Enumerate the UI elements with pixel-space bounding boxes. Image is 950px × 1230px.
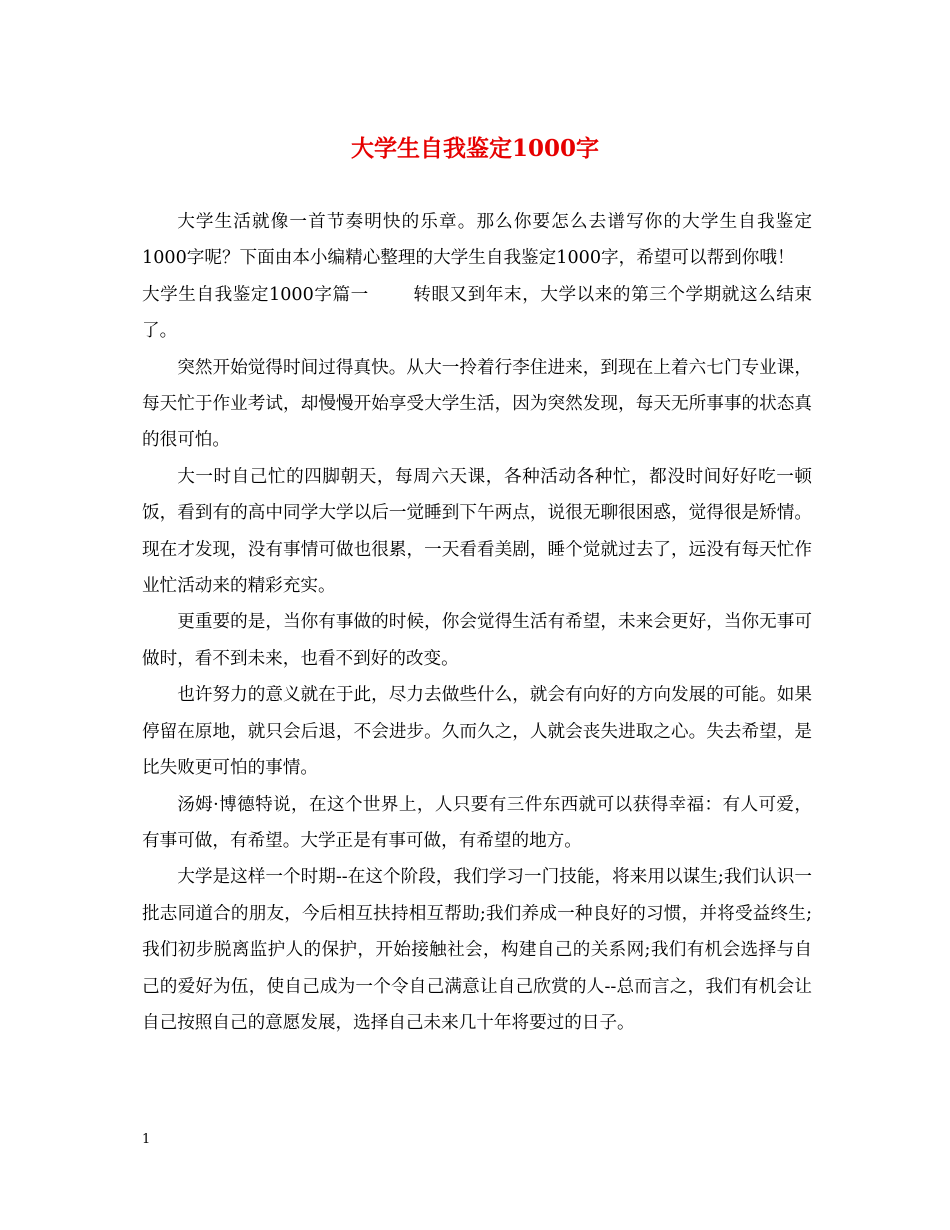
document-title: 大学生自我鉴定1000字 bbox=[350, 135, 599, 162]
section-paragraph bbox=[142, 277, 812, 350]
body-paragraph: 也许努力的意义就在于此，尽力去做些什么，就会有向好的方向发展的可能。如果停留在原地，就只会后退，不会进步。久而久之，人就会丧失进取之心。失去希望，是比失败更可怕的事情。 bbox=[142, 685, 812, 779]
page-number: 1 bbox=[142, 1132, 151, 1147]
body-paragraph: 更重要的是，当你有事做的时候，你会觉得生活有希望，未来会更好，当你无事可做时，看不到未来，也看不到好的改变。 bbox=[142, 612, 812, 669]
intro-paragraph: 大学生活就像一首节奏明快的乐章。那么你要怎么去谱写你的大学生自我鉴定1000字呢？下面由本小编精心整理的大学生自我鉴定1000字，希望可以帮到你哦！ bbox=[142, 212, 812, 269]
body-paragraph: 汤姆·博德特说，在这个世界上，人只要有三件东西就可以获得幸福：有人可爱，有事可做，有希望。大学正是有事可做，有希望的地方。 bbox=[142, 794, 812, 851]
section-heading: 大学生自我鉴定1000字篇一 bbox=[142, 284, 369, 305]
body-paragraph: 突然开始觉得时间过得真快。从大一拎着行李住进来，到现在上着六七门专业课，每天忙于作业考试，却慢慢开始享受大学生活，因为突然发现，每天无所事事的状态真的很可怕。 bbox=[142, 357, 812, 451]
document-body bbox=[142, 204, 812, 1041]
body-paragraph: 大一时自己忙的四脚朝天，每周六天课，各种活动各种忙，都没时间好好吃一顿饭，看到有的高中同学大学以后一觉睡到下午两点，说很无聊很困惑，觉得很是矫情。现在才发现，没有事情可做也很累，一天看看美剧，睡个觉就过去了，远没有每天忙作业忙活动来的精彩充实。 bbox=[142, 466, 812, 597]
section-first-text: 转眼又到年末，大学以来的第三个学期就这么结束了。 bbox=[142, 284, 812, 342]
body-paragraph: 大学是这样一个时期--在这个阶段，我们学习一门技能，将来用以谋生;我们认识一批志同道合的朋友，今后相互扶持相互帮助;我们养成一种良好的习惯，并将受益终生;我们初步脱离监护人的保护，开始接触社会，构建自己的关系网;我们有机会选择与自己的爱好为伍，使自己成为一个令自己满意让自己欣赏的人--总而言之，我们有机会让自己按照自己的意愿发展，选择自己未来几十年将要过的日子。 bbox=[142, 867, 812, 1033]
